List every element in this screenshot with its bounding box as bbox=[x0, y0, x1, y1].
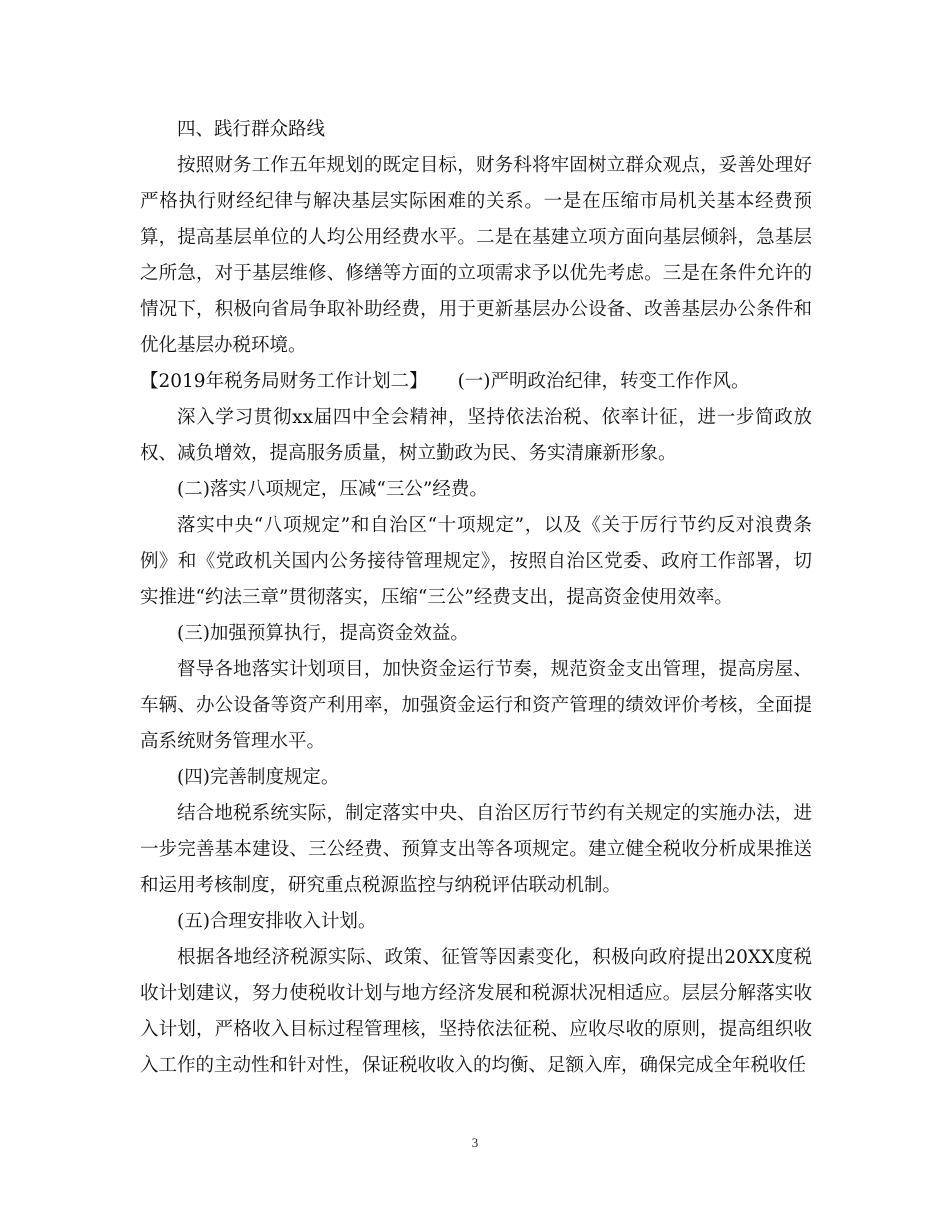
document-page bbox=[140, 112, 812, 1084]
subheading-budget-execution: (三)加强预算执行，提高资金效益。 bbox=[177, 623, 469, 644]
paragraph-eight-rules: 落实中央“八项规定”和自治区“十项规定”，以及《关于厉行节约反对浪费条例》和《党政机关国内公务接待管理规定》，按照自治区党委、政府工作部署，切实推进“约法三章”贯彻落实，压缩“三公”经费支出，提高资金使用效率。 bbox=[140, 515, 812, 608]
paragraph-improve-rules: 结合地税系统实际，制定落实中央、自治区厉行节约有关规定的实施办法，进一步完善基本建设、三公经费、预算支出等各项规定。建立健全税收分析成果推送和运用考核制度，研究重点税源监控与纳税评估联动机制。 bbox=[140, 803, 812, 896]
section-first-item: (一)严明政治纪律，转变工作作风。 bbox=[457, 371, 750, 392]
paragraph-budget-execution: 督导各地落实计划项目，加快资金运行节奏，规范资金支出管理，提高房屋、车辆、办公设备等资产利用率，加强资金运行和资产管理的绩效评价考核，全面提高系统财务管理水平。 bbox=[140, 659, 812, 752]
paragraph-revenue-plan: 根据各地经济税源实际、政策、征管等因素变化，积极向政府提出20XX度税收计划建议，努力使税收计划与地方经济发展和税源状况相适应。层层分解落实收入计划，严格收入目标过程管理核，坚持依法征税、应收尽收的原则，提高组织收入工作的主动性和针对性，保证税收收入的均衡、足额入库，确保完成全年税收任 bbox=[140, 947, 812, 1076]
paragraph-mass-line-body: 按照财务工作五年规划的既定目标，财务科将牢固树立群众观点，妥善处理好严格执行财经纪律与解决基层实际困难的关系。一是在压缩市局机关基本经费预算，提高基层单位的人均公用经费水平。二是在基建立项方面向基层倾斜，急基层之所急，对于基层维修、修缮等方面的立项需求予以优先考虑。三是在条件允许的情况下，积极向省局争取补助经费，用于更新基层办公设备、改善基层办公条件和优化基层办税环境。 bbox=[140, 155, 812, 356]
subheading-improve-rules: (四)完善制度规定。 bbox=[177, 767, 340, 788]
paragraph-political-discipline: 深入学习贯彻xx届四中全会精神，坚持依法治税、依率计征，进一步简政放权、减负增效，提高服务质量，树立勤政为民、务实清廉新形象。 bbox=[140, 407, 812, 464]
section-heading-line bbox=[140, 364, 812, 400]
page-number: 3 bbox=[471, 1135, 479, 1150]
subheading-eight-rules: (二)落实八项规定，压减“三公”经费。 bbox=[177, 479, 488, 500]
subheading-revenue-plan: (五)合理安排收入计划。 bbox=[177, 911, 377, 932]
section-title: 【2019年税务局财务工作计划二】 bbox=[140, 371, 428, 392]
heading-practice-mass-line: 四、践行群众路线 bbox=[177, 119, 326, 140]
